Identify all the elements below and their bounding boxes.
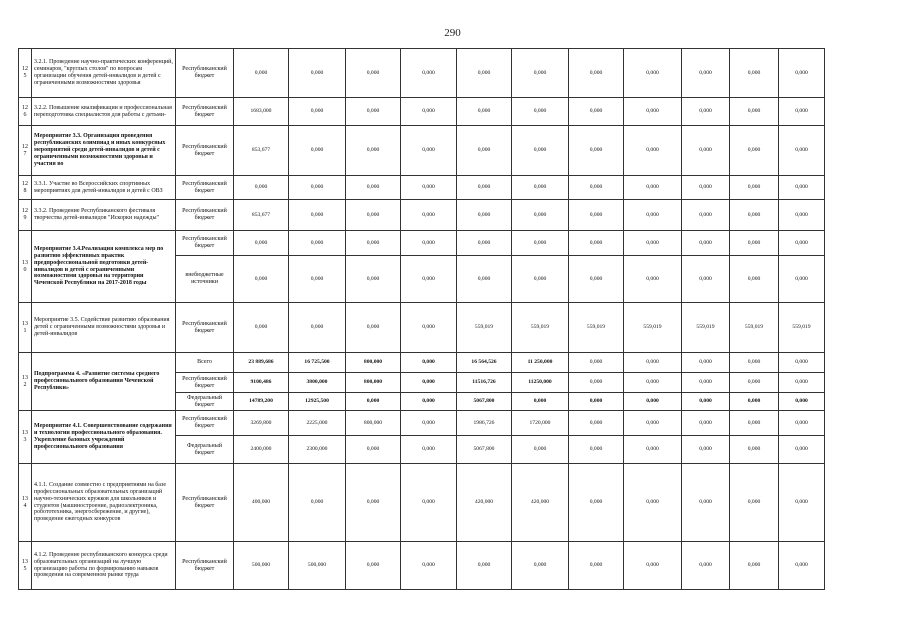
amount-cell: 0,000 [457,256,512,303]
amount-cell: 500,000 [234,542,289,590]
amount-cell: 0,000 [234,303,289,353]
activity-name: Мероприятие 3.5. Содействие развитию образования детей с ограниченными возможностями здоровья и детей-инвалидов [32,303,176,353]
amount-cell: 0,000 [512,393,569,411]
amount-cell: 0,000 [730,49,779,98]
amount-cell: 0,000 [512,256,569,303]
funding-source: Республиканский бюджет [176,231,234,256]
amount-cell: 0,000 [569,49,624,98]
amount-cell: 0,000 [457,49,512,98]
amount-cell: 0,000 [730,411,779,436]
amount-cell: 0,000 [730,353,779,373]
amount-cell: 0,000 [289,200,346,231]
amount-cell: 0,000 [512,231,569,256]
amount-cell: 0,000 [457,200,512,231]
amount-cell: 0,000 [730,176,779,200]
amount-cell: 16 564,526 [457,353,512,373]
amount-cell: 0,000 [730,256,779,303]
row-number: 134 [19,464,32,542]
amount-cell: 0,000 [401,411,457,436]
amount-cell: 0,000 [289,256,346,303]
amount-cell: 0,000 [779,411,825,436]
amount-cell: 0,000 [779,542,825,590]
funding-source: Федеральный бюджет [176,436,234,464]
funding-source: Всего [176,353,234,373]
amount-cell: 0,000 [730,436,779,464]
amount-cell: 0,000 [512,542,569,590]
amount-cell: 0,000 [289,303,346,353]
row-number: 133 [19,411,32,464]
amount-cell: 853,677 [234,126,289,176]
amount-cell: 0,000 [624,49,682,98]
amount-cell: 0,000 [682,98,730,126]
row-number: 132 [19,353,32,411]
amount-cell: 0,000 [569,200,624,231]
amount-cell: 0,000 [779,231,825,256]
amount-cell: 0,000 [682,373,730,393]
amount-cell: 0,000 [401,98,457,126]
amount-cell: 0,000 [624,200,682,231]
amount-cell: 0,000 [682,411,730,436]
activity-name: Мероприятие 3.4.Реализация комплекса мер по развитию эффективных практик предпрофессиональной подготовки детей-инвалидов и детей с ограниченными возможностями здоровья на территории Чеченской Республики на 2017-2018 годы [32,231,176,303]
amount-cell: 0,000 [624,411,682,436]
row-number: 131 [19,303,32,353]
amount-cell: 1986,726 [457,411,512,436]
amount-cell: 559,019 [682,303,730,353]
amount-cell: 0,000 [569,411,624,436]
amount-cell: 0,000 [779,436,825,464]
amount-cell: 0,000 [457,542,512,590]
row-number: 126 [19,98,32,126]
amount-cell: 0,000 [569,231,624,256]
row-number: 125 [19,49,32,98]
amount-cell: 2400,000 [234,436,289,464]
amount-cell: 0,000 [569,256,624,303]
amount-cell: 0,000 [401,353,457,373]
amount-cell: 0,000 [682,353,730,373]
amount-cell: 0,000 [624,464,682,542]
funding-source: Республиканский бюджет [176,98,234,126]
amount-cell: 0,000 [346,200,401,231]
amount-cell: 0,000 [346,256,401,303]
amount-cell: 0,000 [401,231,457,256]
funding-source: Республиканский бюджет [176,303,234,353]
amount-cell: 0,000 [730,231,779,256]
funding-source: Республиканский бюджет [176,126,234,176]
amount-cell: 0,000 [289,231,346,256]
amount-cell: 5067,800 [457,393,512,411]
amount-cell: 0,000 [624,98,682,126]
activity-name: 3.3.2. Проведение Республиканского фестиваля творчества детей-инвалидов "Искорки надежды" [32,200,176,231]
amount-cell: 3800,000 [289,373,346,393]
funding-source: Республиканский бюджет [176,464,234,542]
amount-cell: 0,000 [234,231,289,256]
amount-cell: 3269,800 [234,411,289,436]
amount-cell: 500,000 [289,542,346,590]
amount-cell: 0,000 [401,393,457,411]
amount-cell: 0,000 [346,436,401,464]
amount-cell: 0,000 [289,126,346,176]
amount-cell: 0,000 [401,200,457,231]
amount-cell: 0,000 [401,126,457,176]
amount-cell: 0,000 [512,126,569,176]
table-row [19,98,825,126]
row-number: 130 [19,231,32,303]
amount-cell: 0,000 [779,200,825,231]
amount-cell: 853,677 [234,200,289,231]
amount-cell: 0,000 [624,126,682,176]
amount-cell: 0,000 [779,464,825,542]
amount-cell: 0,000 [457,176,512,200]
amount-cell: 0,000 [779,176,825,200]
amount-cell: 0,000 [569,176,624,200]
amount-cell: 559,019 [569,303,624,353]
activity-name: 4.1.2. Проведение республиканского конкурса среди образовательных организаций на лучшую организацию работы по формированию навыков проведения на современном рынке труда [32,542,176,590]
amount-cell: 0,000 [401,542,457,590]
amount-cell: 9100,486 [234,373,289,393]
row-number: 128 [19,176,32,200]
amount-cell: 0,000 [779,126,825,176]
amount-cell: 559,019 [457,303,512,353]
amount-cell: 0,000 [234,49,289,98]
amount-cell: 0,000 [289,49,346,98]
table-row [19,231,825,256]
amount-cell: 0,000 [682,464,730,542]
amount-cell: 0,000 [730,98,779,126]
activity-name: 3.2.1. Проведение научно-практических конференций, семинаров, "круглых столов" по вопросам организации обучения детей-инвалидов и детей с ограниченными возможностями здоровья [32,49,176,98]
amount-cell: 0,000 [289,98,346,126]
amount-cell: 0,000 [682,176,730,200]
amount-cell: 0,000 [682,542,730,590]
amount-cell: 0,000 [569,542,624,590]
activity-name: Мероприятие 3.3. Организация проведения республиканских олимпиад и иных конкурсных мероприятий среди детей-инвалидов и детей с ограниченными возможностями здоровья и участия во [32,126,176,176]
activity-name: 3.3.1. Участие во Всероссийских спортивных мероприятиях для детей-инвалидов и детей с ОВЗ [32,176,176,200]
amount-cell: 0,000 [779,256,825,303]
amount-cell: 0,000 [401,464,457,542]
amount-cell: 420,000 [457,464,512,542]
amount-cell: 0,000 [682,436,730,464]
amount-cell: 0,000 [569,126,624,176]
amount-cell: 0,000 [457,231,512,256]
amount-cell: 0,000 [682,256,730,303]
funding-source: Республиканский бюджет [176,49,234,98]
amount-cell: 559,019 [730,303,779,353]
amount-cell: 0,000 [457,98,512,126]
amount-cell: 0,000 [401,303,457,353]
amount-cell: 0,000 [289,464,346,542]
table-row [19,542,825,590]
activity-name: Мероприятие 4.1. Совершенствование содержания и технологии профессионального образования. Укрепление базовых учреждений профессионального образования [32,411,176,464]
amount-cell: 0,000 [346,464,401,542]
page-number: 290 [444,27,461,39]
funding-source: Республиканский бюджет [176,373,234,393]
funding-source: Республиканский бюджет [176,176,234,200]
amount-cell: 0,000 [569,353,624,373]
funding-source: Федеральный бюджет [176,393,234,411]
amount-cell: 0,000 [624,393,682,411]
amount-cell: 0,000 [624,231,682,256]
amount-cell: 0,000 [234,176,289,200]
amount-cell: 0,000 [512,49,569,98]
amount-cell: 11250,000 [512,373,569,393]
table-row [19,176,825,200]
amount-cell: 23 889,686 [234,353,289,373]
amount-cell: 0,000 [401,256,457,303]
amount-cell: 0,000 [682,200,730,231]
amount-cell: 0,000 [346,126,401,176]
amount-cell: 0,000 [346,393,401,411]
table-body [19,49,825,590]
amount-cell: 12925,500 [289,393,346,411]
amount-cell: 0,000 [730,373,779,393]
amount-cell: 0,000 [346,176,401,200]
amount-cell: 0,000 [289,176,346,200]
table-row [19,49,825,98]
amount-cell: 0,000 [346,49,401,98]
amount-cell: 2225,000 [289,411,346,436]
amount-cell: 800,000 [346,373,401,393]
amount-cell: 0,000 [569,98,624,126]
amount-cell: 0,000 [682,49,730,98]
amount-cell: 1720,000 [512,411,569,436]
budget-table [18,48,825,590]
amount-cell: 0,000 [730,126,779,176]
amount-cell: 0,000 [624,373,682,393]
amount-cell: 0,000 [401,436,457,464]
amount-cell: 5067,800 [457,436,512,464]
amount-cell: 0,000 [779,353,825,373]
amount-cell: 559,019 [779,303,825,353]
amount-cell: 0,000 [401,373,457,393]
amount-cell: 0,000 [624,256,682,303]
amount-cell: 0,000 [346,542,401,590]
amount-cell: 0,000 [730,200,779,231]
table-row [19,464,825,542]
amount-cell: 0,000 [569,393,624,411]
table-row [19,353,825,373]
amount-cell: 559,019 [512,303,569,353]
funding-source: Республиканский бюджет [176,200,234,231]
amount-cell: 1683,000 [234,98,289,126]
amount-cell: 0,000 [346,231,401,256]
amount-cell: 559,019 [624,303,682,353]
amount-cell: 0,000 [624,436,682,464]
amount-cell: 800,000 [346,411,401,436]
amount-cell: 11516,726 [457,373,512,393]
amount-cell: 0,000 [730,464,779,542]
funding-source: Республиканский бюджет [176,411,234,436]
row-number: 127 [19,126,32,176]
table-row [19,303,825,353]
row-number: 135 [19,542,32,590]
table-row [19,411,825,436]
amount-cell: 0,000 [569,436,624,464]
activity-name: Подпрограмма 4. «Развитие системы среднего профессионального образования Чеченской Республики» [32,353,176,411]
amount-cell: 0,000 [730,542,779,590]
amount-cell: 800,000 [346,353,401,373]
row-number: 129 [19,200,32,231]
amount-cell: 16 725,500 [289,353,346,373]
amount-cell: 0,000 [779,98,825,126]
amount-cell: 0,000 [234,256,289,303]
amount-cell: 0,000 [682,231,730,256]
funding-source: Республиканский бюджет [176,542,234,590]
amount-cell: 0,000 [624,353,682,373]
amount-cell: 0,000 [457,126,512,176]
amount-cell: 0,000 [682,126,730,176]
amount-cell: 420,000 [512,464,569,542]
amount-cell: 0,000 [512,200,569,231]
amount-cell: 0,000 [624,176,682,200]
amount-cell: 14789,200 [234,393,289,411]
amount-cell: 0,000 [569,373,624,393]
amount-cell: 0,000 [346,303,401,353]
amount-cell: 2300,000 [289,436,346,464]
amount-cell: 0,000 [401,49,457,98]
amount-cell: 0,000 [730,393,779,411]
amount-cell: 0,000 [346,98,401,126]
activity-name: 3.2.2. Повышение квалификации и профессиональная переподготовка специалистов для работы с детьми- [32,98,176,126]
funding-source: внебюджетные источники [176,256,234,303]
activity-name: 4.1.1. Создание совместно с предприятиями на базе профессиональных образовательных организаций научно-технических кружков для школьников и студентов (машиностроение, радиоэлектроника, робототехника, энергосбережение, и другие), проведение ежегодных конкурсов [32,464,176,542]
amount-cell: 0,000 [512,176,569,200]
table-row [19,200,825,231]
amount-cell: 0,000 [512,98,569,126]
amount-cell: 0,000 [512,436,569,464]
amount-cell: 0,000 [401,176,457,200]
amount-cell: 0,000 [569,464,624,542]
amount-cell: 0,000 [779,373,825,393]
amount-cell: 0,000 [779,393,825,411]
amount-cell: 0,000 [624,542,682,590]
amount-cell: 11 250,000 [512,353,569,373]
amount-cell: 400,000 [234,464,289,542]
table-row [19,126,825,176]
amount-cell: 0,000 [682,393,730,411]
amount-cell: 0,000 [779,49,825,98]
